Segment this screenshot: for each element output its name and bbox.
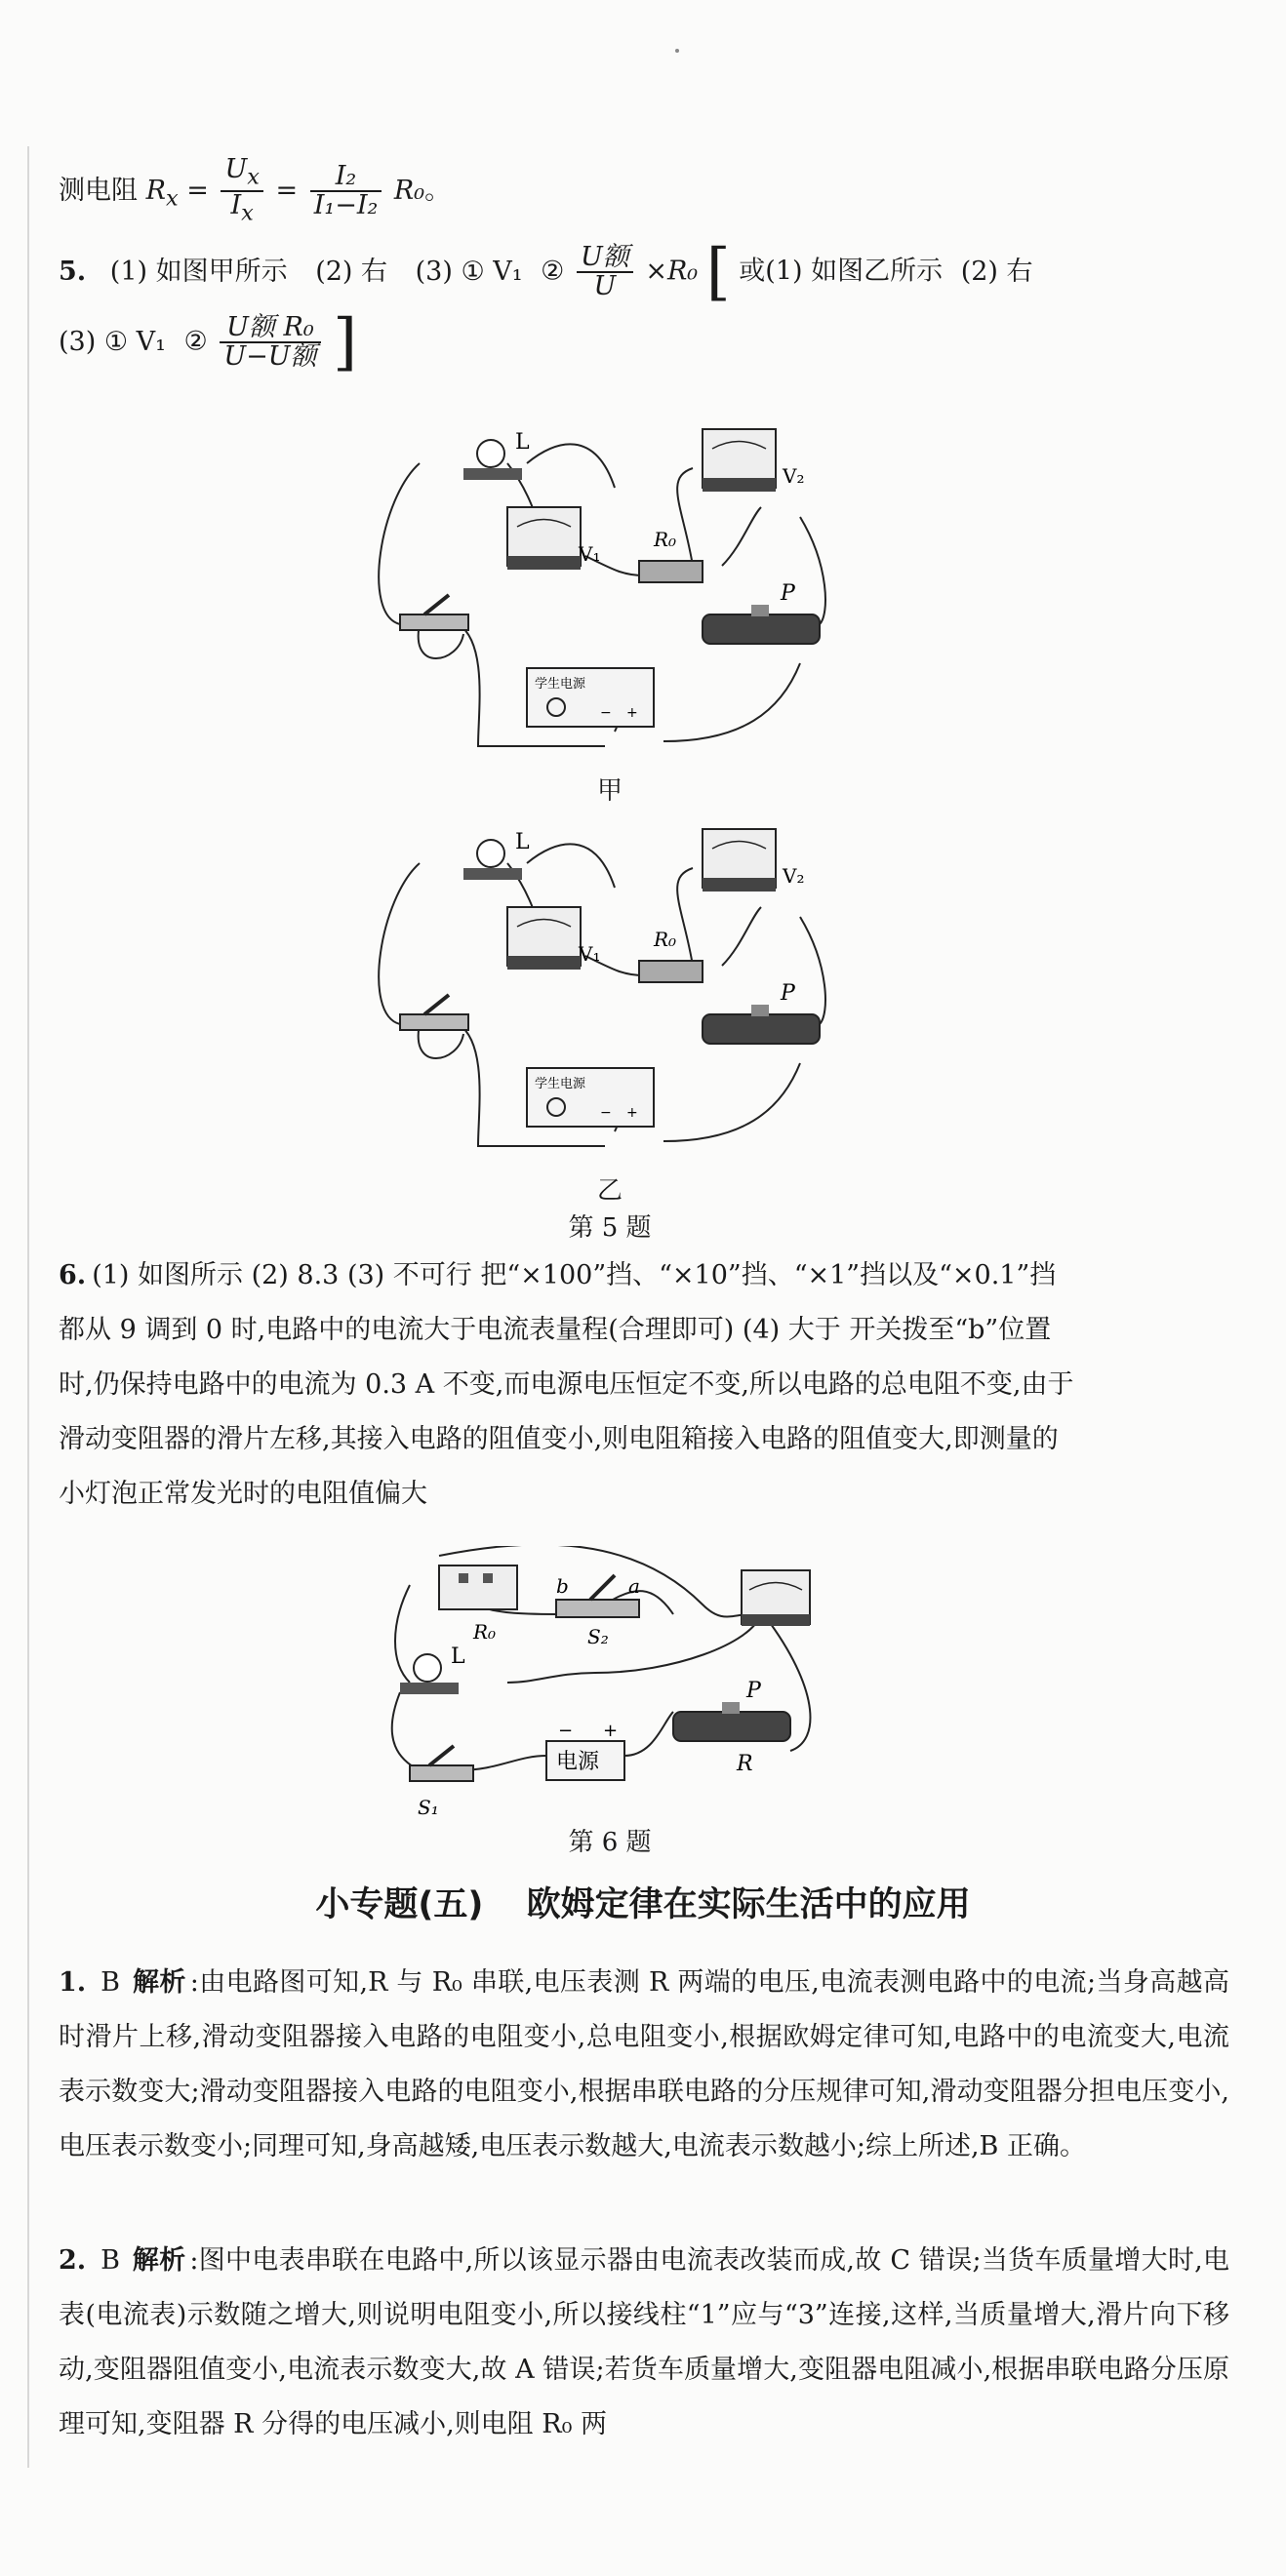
frac1-num-sub: x <box>247 164 260 190</box>
v2-label: V₂ <box>783 464 805 488</box>
q5-line2 <box>59 306 1229 378</box>
q4-end: 。 <box>424 175 452 206</box>
source-label: 电源 <box>556 1750 600 1774</box>
q6-line5: 小灯泡正常发光时的电阻值偏大 <box>59 1479 427 1509</box>
p-label: P <box>781 581 795 606</box>
q6-line2: 都从 9 调到 0 时,电路中的电流大于电流表量程(合理即可) (4) 大于 开关拨至“b”位置 <box>59 1315 1052 1345</box>
lamp-icon <box>400 1654 459 1694</box>
q6-text-1: (1) 如图所示 (2) 8.3 (3) 不可行 把“×100”挡、“×10”挡、“×1”挡以及“×0.1”挡 <box>92 1260 1057 1290</box>
circuit-jia-svg <box>371 419 859 771</box>
frac1-den: I <box>230 190 242 221</box>
circuit-figure-6 <box>381 1546 820 1829</box>
supply-minus: − <box>600 705 612 721</box>
r0-label: R₀ <box>473 1620 497 1644</box>
lamp-icon <box>463 440 522 480</box>
resistor-r0-icon <box>639 961 703 982</box>
q2-paragraph <box>59 2234 1229 2452</box>
voltmeter-v1-icon <box>507 907 581 970</box>
caption-fig6: 第 6 题 <box>568 1828 652 1857</box>
r0-symbol: R₀ <box>393 175 425 206</box>
open-bracket: [ <box>705 236 731 308</box>
v1-label: V₁ <box>579 942 601 966</box>
s2-label: S₂ <box>587 1625 609 1648</box>
q4-tail <box>59 156 1229 227</box>
q2-text: :图中电表串联在电路中,所以该显示器由电流表改装而成,故 C 错误;当货车质量增大时,电表(电流表)示数随之增大,则说明电阻变小,所以接线柱“1”应与“3”连接,这样,当质量增大,滑片向下移动,变阻器阻值变小,电流表示数变大,故 A 错误;若货车质量增大,变阻器电阻减小,根据串联电路分压原理可知,变阻器 R 分得的电压减小,则电阻 R₀ 两 <box>59 2245 1230 2439</box>
q4-formula-line: 测电阻 $R_x$ = $\frac{U_x}{I_x}$ = $\frac{\text{I₂}}{\text{I₁−I₂}}$ R₀。 <box>59 154 452 226</box>
p-label: P <box>781 981 795 1006</box>
q1-text: :由电路图可知,R 与 R₀ 串联,电压表测 R 两端的电压,电流表测电路中的电流;当身高越高时滑片上移,滑动变阻器接入电路的电阻变小,总电阻变小,根据欧姆定律可知,电路中的电流变大,电流表示数变大;滑动变阻器接入电路的电阻变小,根据串联电路的分压规律可知,滑动变阻器分担电压变小,电压表示数变小;同理可知,身高越矮,电压表示数越大,电流表示数越小;综上所述,B 正确。 <box>59 1967 1229 2161</box>
q5-part3: (3) ① V₁ <box>415 256 523 287</box>
source-plus: + <box>603 1721 619 1741</box>
b-label: b <box>556 1574 569 1598</box>
q2-label: 解析 <box>132 2245 186 2276</box>
source-minus: − <box>558 1721 574 1741</box>
switch-icon <box>400 995 468 1030</box>
circuit-figure-jia <box>371 419 859 771</box>
voltmeter-v2-icon <box>703 429 776 492</box>
lamp-label: L <box>451 1645 465 1669</box>
rheostat-icon <box>673 1702 790 1741</box>
label-jia: 甲 <box>596 776 623 806</box>
v2-label: V₂ <box>783 864 805 888</box>
a-label: a <box>628 1574 640 1598</box>
q4-prefix: 测电阻 <box>59 175 138 206</box>
q5-answer <box>59 236 1229 378</box>
supply-label: 学生电源 <box>535 677 586 692</box>
frac1-den-sub: x <box>241 200 254 226</box>
q6-line1 <box>59 1248 1229 1303</box>
q5-times-r0: ×R₀ <box>645 256 699 287</box>
section-title-right: 欧姆定律在实际生活中的应用 <box>526 1885 971 1924</box>
frac2-den: I₁−I₂ <box>313 190 379 221</box>
r-label: R <box>737 1752 753 1776</box>
q5-or-frac-den: U−U额 <box>223 341 317 372</box>
close-bracket: ] <box>333 306 358 378</box>
q1-number: 1. <box>59 1967 87 1998</box>
rx-symbol: R <box>145 175 166 206</box>
q1-choice: B <box>100 1967 120 1998</box>
rx-sub: x <box>165 185 179 212</box>
q2-answer <box>59 2234 1229 2452</box>
fraction-i2-i1-i2 <box>310 163 382 219</box>
caption-fig5: 第 5 题 <box>568 1213 652 1243</box>
switch-s1-icon <box>410 1746 473 1781</box>
lamp-label: L <box>515 830 530 854</box>
q5-or-part4-mark: ② <box>183 326 208 357</box>
lamp-label: L <box>515 430 530 455</box>
section-title <box>0 1878 1286 1926</box>
switch-icon <box>400 595 468 630</box>
q5-number: 5. <box>59 256 87 287</box>
q5-frac-num: U额 <box>577 244 633 273</box>
q5-or-part2: (2) 右 <box>960 256 1033 287</box>
q1-answer <box>59 1956 1229 2174</box>
q5-or-part1: 或(1) 如图乙所示 <box>739 256 944 287</box>
q5-or-part3: (3) ① V₁ <box>59 326 166 357</box>
resistance-box-icon <box>439 1565 517 1609</box>
supply-plus: + <box>626 705 638 721</box>
q5-line1 <box>59 236 1229 308</box>
scan-dot <box>675 49 679 53</box>
q2-number: 2. <box>59 2245 87 2276</box>
frac1-num: U <box>224 154 248 184</box>
section-title-left: 小专题(五) <box>315 1885 484 1924</box>
v1-label: V₁ <box>579 542 601 566</box>
ammeter-icon <box>742 1570 810 1626</box>
circuit-6-svg <box>381 1546 820 1829</box>
q5-fraction <box>577 244 633 300</box>
q6-line3: 时,仍保持电路中的电流为 0.3 A 不变,而电源电压恒定不变,所以电路的总电阻不变,由于 <box>59 1369 1074 1400</box>
r0-label: R₀ <box>654 928 677 951</box>
rheostat-icon <box>703 605 820 644</box>
q5-or-frac-num: U额 R₀ <box>220 314 320 343</box>
frac2-num: I₂ <box>310 163 382 192</box>
q5-frac-den: U <box>593 271 617 301</box>
supply-minus: − <box>600 1105 612 1121</box>
p-label: P <box>746 1679 761 1703</box>
supply-label: 学生电源 <box>535 1077 586 1091</box>
q6-number: 6. <box>59 1260 87 1290</box>
q1-paragraph <box>59 1956 1229 2174</box>
rheostat-icon <box>703 1005 820 1044</box>
q2-choice: B <box>100 2245 120 2276</box>
lamp-icon <box>463 840 522 880</box>
q6-answer <box>59 1248 1229 1522</box>
q5-or-fraction <box>220 314 320 371</box>
circuit-figure-yi <box>371 819 859 1170</box>
r0-label: R₀ <box>654 528 677 551</box>
margin-line <box>27 146 29 2468</box>
q1-label: 解析 <box>132 1967 186 1998</box>
fraction-ux-ix <box>221 156 262 227</box>
label-yi: 乙 <box>596 1176 623 1206</box>
voltmeter-v1-icon <box>507 507 581 570</box>
q5-part1: (1) 如图甲所示 <box>109 256 288 287</box>
resistor-r0-icon <box>639 561 703 582</box>
voltmeter-v2-icon <box>703 829 776 892</box>
supply-plus: + <box>626 1105 638 1121</box>
circuit-yi-svg <box>371 819 859 1170</box>
s1-label: S₁ <box>418 1796 439 1819</box>
q6-line4: 滑动变阻器的滑片左移,其接入电路的阻值变小,则电阻箱接入电路的阻值变大,即测量的 <box>59 1424 1059 1454</box>
q5-part4-mark: ② <box>541 256 565 287</box>
q5-part2: (2) 右 <box>315 256 388 287</box>
